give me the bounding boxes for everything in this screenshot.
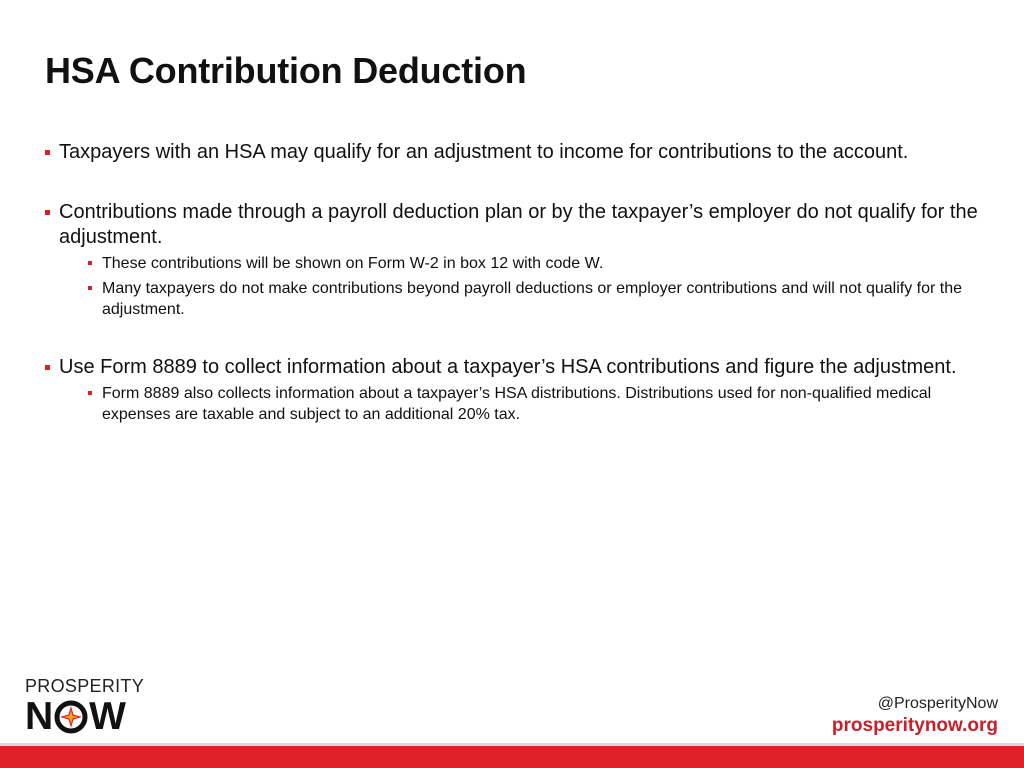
bullet-item: [44, 200, 979, 320]
logo-letter-n: N: [25, 695, 54, 738]
square-bullet-icon: [45, 150, 50, 155]
sub-bullet-item: [59, 278, 979, 320]
sub-bullet-text: These contributions will be shown on Form W-2 in box 12 with code W.: [102, 255, 604, 272]
sub-bullet-text: Many taxpayers do not make contributions beyond payroll deductions or employer contributions and will not qualify for the adjustment.: [102, 280, 963, 318]
sub-bullet-list: [59, 383, 979, 425]
bullet-text: Use Form 8889 to collect information about a taxpayer’s HSA contributions and figure the adjustment.: [59, 356, 957, 378]
sub-bullet-list: [59, 253, 979, 320]
contact-block: [832, 694, 998, 738]
website-link[interactable]: prosperitynow.org: [831, 715, 998, 736]
sub-bullet-text: Form 8889 also collects information about a taxpayer’s HSA distributions. Distributions used for non-qualified medical expenses are taxable and subject to an additional 20% tax.: [102, 385, 932, 423]
bullet-item: [44, 355, 979, 425]
bullet-list: [44, 140, 979, 425]
logo-wordmark-bottom: [25, 695, 150, 738]
square-bullet-icon: [88, 261, 92, 265]
prosperity-now-logo: [25, 676, 150, 736]
compass-star-icon: [54, 700, 88, 734]
footer-bar: [0, 746, 1024, 768]
square-bullet-icon: [45, 365, 50, 370]
square-bullet-icon: [88, 286, 92, 290]
logo-wordmark-top: PROSPERITY: [25, 676, 145, 696]
bullet-item: [44, 140, 979, 165]
square-bullet-icon: [45, 210, 50, 215]
logo-letter-w: W: [89, 695, 126, 738]
bullet-text: Contributions made through a payroll deduction plan or by the taxpayer’s employer do not qualify for the adjustment.: [59, 201, 978, 248]
social-handle[interactable]: @ProsperityNow: [877, 695, 998, 712]
slide-title: HSA Contribution Deduction: [45, 50, 527, 91]
bullet-text: Taxpayers with an HSA may qualify for an adjustment to income for contributions to the account.: [59, 141, 909, 163]
square-bullet-icon: [88, 391, 92, 395]
sub-bullet-item: [59, 383, 979, 425]
sub-bullet-item: [59, 253, 979, 274]
